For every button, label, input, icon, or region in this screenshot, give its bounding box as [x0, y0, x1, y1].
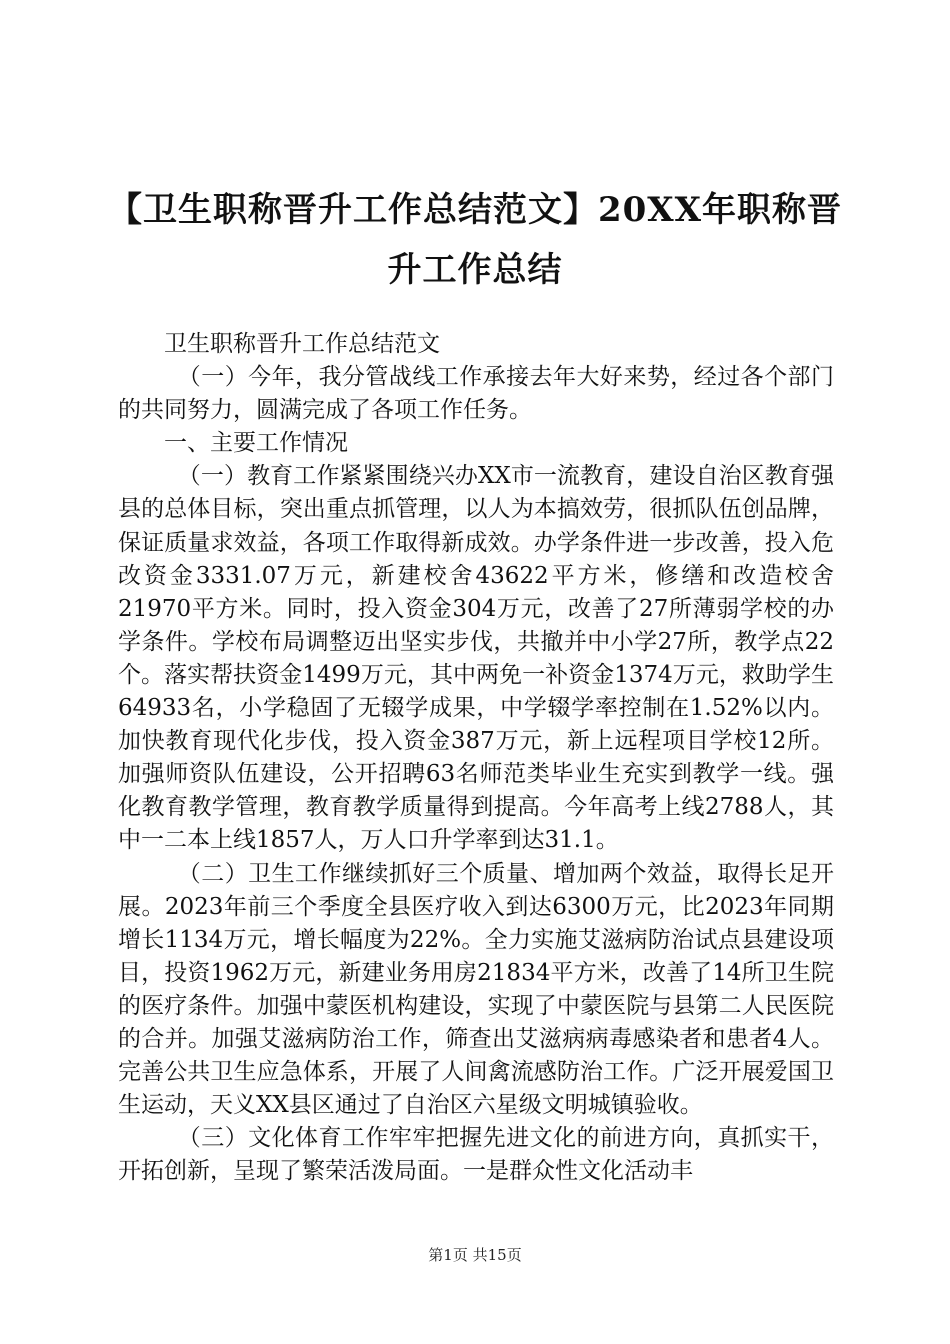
section-heading: 一、主要工作情况	[164, 430, 348, 457]
culture-paragraph: （三）文化体育工作牢牢把握先进文化的前进方向，真抓实干，开拓创新，呈现了繁荣活泼局面。一是群众性文化活动丰	[118, 1125, 834, 1185]
health-paragraph: （二）卫生工作继续抓好三个质量、增加两个效益，取得长足开展。2023年前三个季度全县医疗收入到达6300万元，比2023年同期增长1134万元，增长幅度为22%。全力实施艾滋病防治试点县建设项目，投资1962万元，新建业务用房21834平方米，改善了14所卫生院的医疗条件。加强中蒙医机构建设，实现了中蒙医院与县第二人民医院的合并。加强艾滋病防治工作，筛查出艾滋病病毒感染者和患者4人。完善公共卫生应急体系，开展了人间禽流感防治工作。广泛开展爱国卫生运动，天义XX县区通过了自治区六星级文明城镇验收。	[118, 860, 834, 1119]
document-body	[118, 328, 834, 1188]
subtitle-paragraph: 卫生职称晋升工作总结范文	[164, 331, 440, 357]
intro-paragraph: （一）今年，我分管战线工作承接去年大好来势，经过各个部门的共同努力，圆满完成了各项工作任务。	[118, 364, 834, 424]
education-paragraph: （一）教育工作紧紧围绕兴办XX市一流教育，建设自治区教育强县的总体目标，突出重点抓管理，以人为本搞效劳，很抓队伍创品牌，保证质量求效益，各项工作取得新成效。办学条件进一步改善，投入危改资金3331.07万元，新建校舍43622平方米，修缮和改造校舍21970平方米。同时，投入资金304万元，改善了27所薄弱学校的办学条件。学校布局调整迈出坚实步伐，共撤并中小学27所，教学点22个。落实帮扶资金1499万元，其中两免一补资金1374万元，救助学生64933名，小学稳固了无辍学成果，中学辍学率控制在1.52%以内。加快教育现代化步伐，投入资金387万元，新上远程项目学校12所。加强师资队伍建设，公开招聘63名师范类毕业生充实到教学一线。强化教育教学管理，教育教学质量得到提高。今年高考上线2788人，其中一二本上线1857人，万人口升学率到达31.1。	[118, 463, 834, 854]
document-title: 【卫生职称晋升工作总结范文】20XX年职称晋升工作总结	[107, 190, 843, 290]
page-number: 第1页 共15页	[428, 1246, 522, 1264]
